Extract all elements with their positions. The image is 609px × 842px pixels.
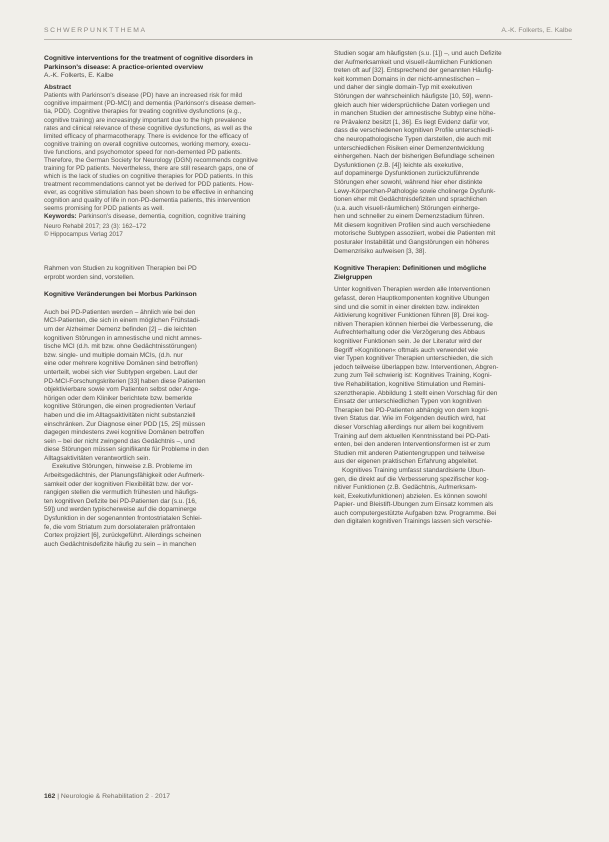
body-line: dass die verschiedenen kognitiven Profile unterschiedli- [334,127,495,135]
abstract-line: ever, as cognitive stimulation has been shown to be effective in enhancing [44,188,254,196]
body-line: Exekutive Störungen, hinweise z.B. Probleme im [52,463,193,471]
english-title-line: Cognitive interventions for the treatment of cognitive disorders in [44,55,253,62]
body-line: hen und schneller zu einem Demenzstadium führen. [334,213,485,221]
body-line: sein – bei der nicht zwingend das Gedächtnis –, und [44,437,195,445]
body-line: Papier- und Bleistift-Übungen zum Einsatz kommen als [334,501,493,509]
body-line: vier Typen kognitiver Therapien unterschieden, die sich [334,355,493,363]
abstract-line: tive functions, and psychomotor speed for non-demented PD patients. [44,148,242,156]
section-heading: Zielgruppen [334,273,373,281]
body-line: 59]) und werden typischerweise auf die dopaminerge [44,506,197,514]
body-line: Dysfunktionen (z.B. [4]) leichte als exekutive, [334,161,464,169]
body-line: keit, Exekutivfunktionen) abzielen. Es können sowohl [334,492,487,500]
body-line: Alltagsaktivitäten verantwortlich sein. [44,454,151,462]
body-line: kognitiven Störungen in amnestische und nicht amnes- [44,334,202,342]
body-line: Störungen eher sowohl, während hier eher distinkte [334,178,483,186]
abstract-line: cognitive impairment (PD-MCI) and dementia (Parkinson's disease demen- [44,100,256,108]
body-line: gen, die direkt auf die Verbesserung spezifischer kog- [334,475,489,483]
abstract-line: Patients with Parkinson's disease (PD) have an increased risk for mild [44,92,242,100]
body-line: keit kommen Domains in der nicht-amnestischen – [334,75,480,83]
abstract-line: treatment recommendations cannot yet be derived for PDD patients. How- [44,180,254,188]
page-number: 162 [44,793,56,800]
body-line: Demenzrisiko aufweisen [3, 38]. [334,247,427,255]
body-line: kognitive Störungen, die einen progredienten Verlauf [44,403,196,411]
body-line: Aufrechterhaltung oder die Verzögerung des Abbaus [334,329,486,337]
body-line: szenztherapie. Abbildung 1 stellt einen Vorschlag für den [334,389,498,397]
english-title-line: Parkinson's disease: A practice-oriented overview [44,63,204,71]
body-line: auch computergestützte Aufgaben bzw. Programme. Bei [334,509,497,517]
copyright: © Hippocampus Verlag 2017 [44,230,123,238]
abstract-line: cognitive training on overall cognitive outcomes, working memory, execu- [44,140,251,148]
abstract-line: which is the lack of studies on cognitive therapies for PDD patients. In this [44,172,253,180]
body-line: Begriff »Kognitionen« oftmals auch verwendet wie [334,346,479,354]
abstract-line: limited efficacy of pharmacotherapy. There is evidence for the efficacy of [44,132,249,140]
right-column [334,50,577,527]
body-line: objektivierbare sowie vom Patienten selbst oder Ange- [44,386,201,394]
body-line: Arbeitsgedächtnis, der Planungsfähigkeit oder Aufmerk- [44,472,205,480]
abstract-authors: A.-K. Folkerts, E. Kalbe [44,72,114,80]
body-line: Auch bei PD-Patienten werden – ähnlich wie bei den [44,308,196,316]
body-line: kognitiver Funktionen sein. Je der Literatur wird der [334,338,482,345]
journal-name: Neurologie & Rehabilitation 2 · 2017 [60,793,171,800]
body-line: und daher der single domain-Typ mit exekutiven [334,84,473,92]
body-line: der Aufmerksamkeit und visuell-räumlichen Funktionen [334,58,492,66]
body-line: nitiver Funktionen (z.B. Gedächtnis, Aufmerksam- [334,484,478,492]
body-line: che neuropathologische Typen darstellen, die auch mit [334,135,492,143]
body-line: zung zum Teil schwierig ist: Kognitives Training, Kogni- [334,372,492,380]
body-line: Kognitives Training umfasst standardisierte Übun- [342,466,486,474]
body-line: Training auf dem aktuellen Kenntnisstand bei PD-Pati- [334,432,491,440]
body-line: diese Störungen müssen signifikante für Probleme in den [44,446,209,454]
left-column [44,265,320,549]
body-line: posturaler Instabilität und Gangstörungen ein höheres [334,239,490,247]
body-line: Mit diesem kognitiven Profilen sind auch verschiedene [334,221,491,229]
body-line: samkeit oder der kognitiven Flexibilität bzw. der vor- [44,480,194,488]
body-line: dieser Vorschlag allerdings nur allem bei kognitivem [334,423,484,431]
body-line: Dysfunktion in der sogenannten frontostriatalen Schlei- [44,515,202,523]
body-line: enten, bei den anderen Interventionsformen ist er zum [334,441,491,449]
section-heading: Kognitive Veränderungen bei Morbus Parkinson [44,291,197,299]
body-line: Rahmen von Studien zu kognitiven Therapien bei PD [44,265,197,272]
abstract-line: cognition and quality of life in non-PD-dementia patients, this intervention [44,196,251,204]
body-line: den digitalen kognitiven Trainings lassen sich verschie- [334,518,493,526]
body-line: aus der eigenen praktischen Erfahrung abgeleitet. [334,458,478,466]
body-line: hörigen oder dem Kliniker berichtete bzw. bemerkte [44,394,193,402]
english-abstract [44,55,320,239]
abstract-line: training for PD patients. Nevertheless, there are still research gaps, one of [44,164,254,172]
body-line: treten oft auf [32]. Entsprechend der genannten Häufig- [334,67,494,75]
section-label: SCHWERPUNKTTHEMA [44,27,147,34]
body-line: Therapien bei PD-Patienten abhängig von dem kogni- [334,406,490,414]
body-line: Lewy-Körperchen-Pathologie sowie cholinerge Dysfunk- [334,187,496,195]
abstract-line: Therefore, the German Society for Neurology (DGN) recommends cognitive [44,156,258,164]
body-line: erprobt worden sind, vorstellen. [44,273,135,281]
body-line: re Prävalenz besitzt [1, 36]. Es liegt Evidenz dafür vor, [334,118,490,126]
body-line: einhergehen. Nach der bisherigen Befundlage scheinen [334,153,495,161]
body-line: Unter kognitiven Therapien werden alle Interventionen [334,286,490,294]
body-line: bzw. single- und multiple domain MCIs, (d.h. nur [44,351,183,359]
header-rule [44,39,572,40]
body-line: tiven Status dar. Wie im Folgenden deutlich wird, hat [334,415,486,423]
body-line: haben und die im Alltagsaktivitäten nicht substanziell [44,411,196,419]
header-authors: A.-K. Folkerts, E. Kalbe [501,27,572,34]
citation: Neuro Rehabil 2017; 23 (3): 162–172 [44,223,147,231]
abstract-heading: Abstract [44,83,72,91]
body-line: tive Rehabilitation, kognitive Stimulation und Remini- [334,380,486,388]
body-line: (u.a. auch visuell-räumlichen) Störungen einherge- [334,204,480,212]
body-line: dagegen mindestens zwei kognitive Domänen betroffen [44,429,204,437]
body-line: unterteilt, wobei sich vier Subtypen ergeben. Laut der [44,368,198,376]
body-line: einschränken. Zur Diagnose einer PDD [15, 25] müssen [44,420,206,428]
footer-separator: | [57,793,59,800]
body-line: auf dopaminerge Dysfunktionen zurückzuführende [334,170,480,178]
page-footer [44,793,170,800]
body-line: Studien sogar am häufigsten (s.u. [1]) –, und auch Defizite [334,50,502,57]
body-line: MCI-Patienten, die sich in einem möglichen Frühstadi- [44,317,201,325]
body-line: motorische Subtypen assoziiert, wobei die Patienten mit [334,230,496,238]
body-line: in manchen Studien der amnestische Subtyp eine höhe- [334,110,496,118]
abstract-line: cognitive training) are increasingly important due to the high prevalence [44,116,247,124]
abstract-line: seems promising for PDD patients as well. [44,205,165,213]
body-line: Cortex projiziert [6], zurückgeführt. Allerdings scheinen [44,532,202,540]
body-line: ten kognitiven Defizite bei PD-Patienten dar (s.u. [16, [44,497,197,505]
body-line: Einsatz der unterschiedlichen Typen von kognitiven [334,398,482,406]
keywords-text: Parkinson's disease, dementia, cognition, cognitive training [78,213,246,221]
body-line: sind und die somit in einer direkten bzw. indirekten [334,303,480,311]
body-line: gefasst, deren Hauptkomponenten kognitive Übungen [334,295,490,303]
keywords-label: Keywords: [44,213,77,221]
section-heading: Kognitive Therapien: Definitionen und mögliche [334,265,487,273]
body-line: tische MCI (d.h. mit bzw. ohne Gedächtnisstörungen) [44,343,197,351]
body-line: Studien mit anderen Patientengruppen und teilweise [334,449,485,457]
abstract-line: rates and clinical relevance of these cognitive dysfunctions, as well as the [44,124,253,132]
body-line: nitiven Therapien können hierbei die Verbesserung, die [334,320,493,328]
body-line: um der Alzheimer Demenz befinden [2] – die leichten [44,325,197,333]
body-line: Störungen der wahrscheinlich häufigste [10, 59], wenn- [334,92,493,100]
abstract-line: tia, PDD). Cognitive therapies for treating cognitive dysfunctions (e.g., [44,108,242,116]
body-line: auch Gedächtnisdefizite häufig zu sein – in manchen [44,540,197,548]
body-line: rangigen stellen die vermutlich frühesten und häufigs- [44,489,199,497]
body-line: PD-MCI-Forschungskriterien [33] haben diese Patienten [44,377,206,385]
body-line: tionen eher mit Gedächtnisdefiziten und sprachlichen [334,196,487,204]
body-line: unterschiedlichen Risiken einer Demenzentwicklung [334,144,484,152]
body-line: jedoch teilweise überlappen bzw. Interventionen, Abgren- [334,363,499,371]
body-line: eine oder mehrere kognitive Domänen sind betroffen) [44,360,198,368]
body-line: gleich auch hier widersprüchliche Daten vorliegen und [334,101,490,109]
body-line: fe, die vom Striatum zum dorsolateralen präfrontalen [44,523,196,531]
keywords [44,213,320,221]
body-line: Aktivierung kognitiver Funktionen führen [8]. Drei kog- [334,312,489,320]
